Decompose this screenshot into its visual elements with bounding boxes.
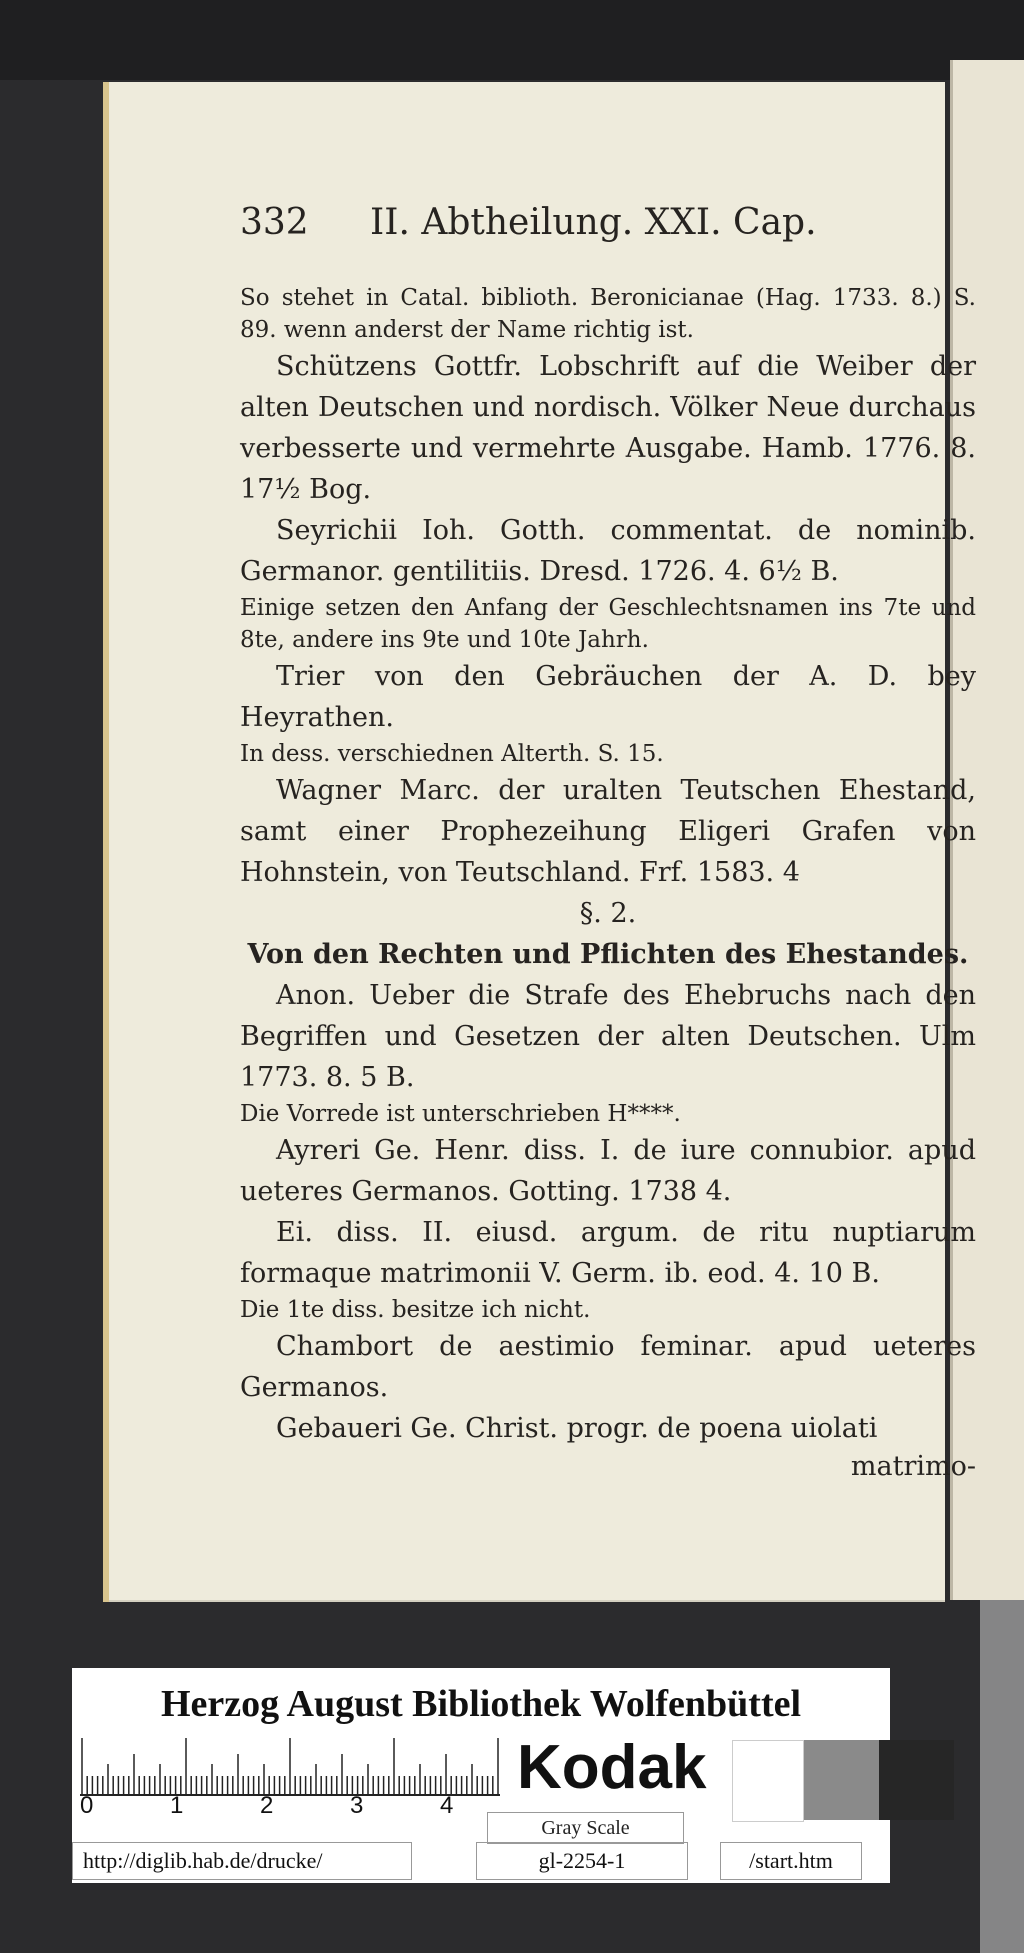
section-number: §. 2. [579, 898, 637, 929]
paragraph: In dess. verschiednen Alterth. S. 15. [240, 741, 664, 767]
scan-target-card [72, 1668, 890, 1883]
running-header [240, 202, 976, 268]
section-heading: Von den Rechten und Pflichten des Ehestandes. [247, 939, 969, 970]
running-head-title: II. Abtheilung. XXI. Cap. [370, 202, 817, 243]
ruler [80, 1734, 500, 1796]
paragraph: Ayreri Ge. Henr. diss. I. de iure connubior. apud ueteres Germanos. Gotting. 1738 4. [240, 1135, 976, 1207]
ruler-numbers [80, 1792, 500, 1828]
gray-swatch-dark [879, 1740, 954, 1820]
paragraph: Gebaueri Ge. Christ. progr. de poena uiolati [276, 1413, 878, 1444]
paragraph: So stehet in Catal. biblioth. Beronicianae (Hag. 1733. 8.) S. 89. wenn anderst der Name richtig ist. [240, 285, 976, 343]
ruler-number: 4 [440, 1792, 454, 1819]
paragraph: Die 1te diss. besitze ich nicht. [240, 1297, 591, 1323]
ruler-number: 2 [260, 1792, 274, 1819]
ruler-number: 1 [170, 1792, 184, 1819]
page-text-block [240, 202, 976, 1482]
paragraph: Seyrichii Ioh. Gotth. commentat. de nominib. Germanor. gentilitiis. Dresd. 1726. 4. 6½ B. [240, 515, 976, 587]
paragraph: Die Vorrede ist unterschrieben H****. [240, 1101, 681, 1127]
paragraph: Einige setzen den Anfang der Geschlechtsnamen ins 7te und 8te, andere ins 9te und 10te Jahrh. [240, 595, 976, 653]
paragraph: Schützens Gottfr. Lobschrift auf die Weiber der alten Deutschen und nordisch. Völker Neue durchaus verbesserte und vermehrte Ausgabe. Hamb. 1776. 8. 17½ Bog. [240, 351, 976, 505]
kodak-logo: Kodak [517, 1733, 707, 1802]
ruler-number: 3 [350, 1792, 364, 1819]
paragraph: Chambort de aestimio feminar. apud ueteres Germanos. [240, 1331, 976, 1403]
catchword: matrimo- [850, 1451, 976, 1482]
book-page [103, 82, 976, 1602]
paragraph: Trier von den Gebräuchen der A. D. bey Heyrathen. [240, 661, 976, 733]
scanner-background [0, 0, 1024, 80]
gray-scale-label: Gray Scale [487, 1812, 684, 1844]
paragraph: Wagner Marc. der uralten Teutschen Ehestand, samt einer Prophezeihung Eligeri Grafen von Hohnstein, von Teutschland. Frf. 1583. 4 [240, 775, 976, 888]
scanner-glare [980, 1600, 1024, 1953]
url-middle: gl-2254-1 [476, 1842, 688, 1880]
page-number: 332 [240, 202, 309, 243]
library-title: Herzog August Bibliothek Wolfenbüttel [160, 1683, 802, 1725]
gray-swatch-white [732, 1740, 804, 1822]
url-right: /start.htm [720, 1842, 862, 1880]
ruler-number: 0 [80, 1792, 94, 1819]
paragraph: Ei. diss. II. eiusd. argum. de ritu nuptiarum formaque matrimonii V. Germ. ib. eod. 4. 10 B. [240, 1217, 976, 1289]
gray-swatch-mid [804, 1740, 879, 1820]
url-left: http://diglib.hab.de/drucke/ [72, 1842, 412, 1880]
paragraph: Anon. Ueber die Strafe des Ehebruchs nach den Begriffen und Gesetzen der alten Deutschen. Ulm 1773. 8. 5 B. [240, 980, 976, 1093]
